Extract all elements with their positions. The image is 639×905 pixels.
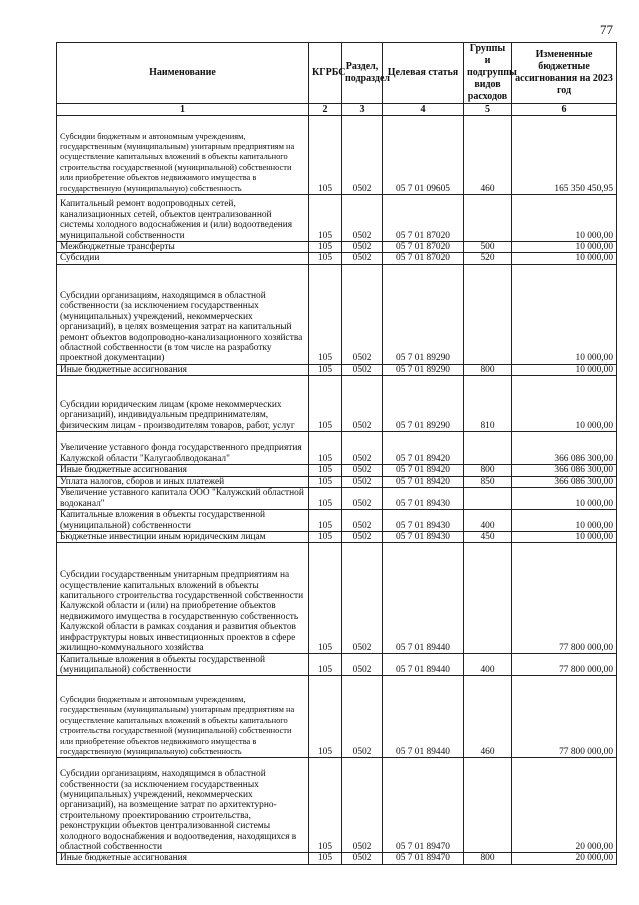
table-row (57, 195, 617, 242)
row-group: 460 (464, 676, 512, 758)
row-section: 0502 (342, 476, 383, 487)
row-name: Иные бюджетные ассигнования (57, 364, 309, 375)
row-group: 400 (464, 654, 512, 676)
row-target: 05 7 01 89420 (383, 476, 464, 487)
row-group: 460 (464, 116, 512, 195)
row-kgrbs: 105 (309, 465, 342, 476)
row-group: 520 (464, 253, 512, 264)
row-kgrbs: 105 (309, 264, 342, 364)
row-kgrbs: 105 (309, 195, 342, 242)
row-section: 0502 (342, 465, 383, 476)
row-target: 05 7 01 89420 (383, 432, 464, 465)
table-row (57, 532, 617, 543)
row-section: 0502 (342, 488, 383, 510)
row-target: 05 7 01 89290 (383, 364, 464, 375)
row-amount: 10 000,00 (512, 253, 617, 264)
row-section: 0502 (342, 758, 383, 853)
row-amount: 10 000,00 (512, 195, 617, 242)
row-group: 800 (464, 853, 512, 864)
table-row (57, 488, 617, 510)
row-amount: 77 800 000,00 (512, 654, 617, 676)
row-name: Капитальный ремонт водопроводных сетей, канализационных сетей, объектов централизованной системы холодного водоснабжения и (или) водоотведения муниципальной собственности (57, 195, 309, 242)
row-target: 05 7 01 89440 (383, 676, 464, 758)
table-row (57, 242, 617, 253)
header-group: Группы и подгруппы видов расходов (464, 43, 512, 104)
row-section: 0502 (342, 116, 383, 195)
row-target: 05 7 01 87020 (383, 195, 464, 242)
row-group: 450 (464, 532, 512, 543)
header-amount: Измененные бюджетные ассигнования на 2023 год (512, 43, 617, 104)
row-kgrbs: 105 (309, 116, 342, 195)
column-number: 6 (512, 104, 617, 116)
row-amount: 366 086 300,00 (512, 432, 617, 465)
row-amount: 10 000,00 (512, 532, 617, 543)
row-group (464, 432, 512, 465)
row-name: Субсидии юридическим лицам (кроме некоммерческих организаций), индивидуальным предпринимателям, физическим лицам - производителям товаров, работ, услуг (57, 376, 309, 432)
header-kgrbs: КГРБС (309, 43, 342, 104)
row-amount: 10 000,00 (512, 510, 617, 532)
row-amount: 10 000,00 (512, 488, 617, 510)
row-target: 05 7 01 89430 (383, 488, 464, 510)
row-amount: 366 086 300,00 (512, 476, 617, 487)
column-number-row (57, 104, 617, 116)
row-amount: 20 000,00 (512, 853, 617, 864)
table-row (57, 264, 617, 364)
row-kgrbs: 105 (309, 654, 342, 676)
table-row (57, 364, 617, 375)
table-row (57, 510, 617, 532)
row-group: 400 (464, 510, 512, 532)
header-name: Наименование (57, 43, 309, 104)
budget-table (56, 42, 617, 865)
row-section: 0502 (342, 853, 383, 864)
row-amount: 77 800 000,00 (512, 676, 617, 758)
row-name: Субсидии бюджетным и автономным учреждениям, государственным (муниципальным) унитарным предприятиям на осуществление капитальных вложений в объекты капитального строительства государственной (муниципальной) собственности или приобретение объектов недвижимого имущества в государственную (муниципальную) собственность (57, 676, 309, 758)
header-target: Целевая статья (383, 43, 464, 104)
table-row (57, 654, 617, 676)
table-row (57, 253, 617, 264)
row-kgrbs: 105 (309, 853, 342, 864)
row-group (464, 488, 512, 510)
row-target: 05 7 01 89420 (383, 465, 464, 476)
row-amount: 10 000,00 (512, 376, 617, 432)
row-target: 05 7 01 89430 (383, 510, 464, 532)
row-target: 05 7 01 89470 (383, 758, 464, 853)
table-row (57, 432, 617, 465)
row-kgrbs: 105 (309, 364, 342, 375)
row-name: Межбюджетные трансферты (57, 242, 309, 253)
row-section: 0502 (342, 195, 383, 242)
row-section: 0502 (342, 253, 383, 264)
column-number: 3 (342, 104, 383, 116)
row-target: 05 7 01 09605 (383, 116, 464, 195)
row-target: 05 7 01 89440 (383, 654, 464, 676)
row-section: 0502 (342, 364, 383, 375)
row-name: Субсидии бюджетным и автономным учреждениям, государственным (муниципальным) унитарным предприятиям на осуществление капитальных вложений в объекты капитального строительства государственной (муниципальной) собственности или приобретение объектов недвижимого имущества в государственную (муниципальную) собственность (57, 116, 309, 195)
table-row (57, 676, 617, 758)
table-row (57, 853, 617, 864)
row-kgrbs: 105 (309, 758, 342, 853)
row-kgrbs: 105 (309, 488, 342, 510)
row-section: 0502 (342, 654, 383, 676)
row-target: 05 7 01 89290 (383, 264, 464, 364)
row-group: 500 (464, 242, 512, 253)
row-kgrbs: 105 (309, 253, 342, 264)
row-name: Увеличение уставного капитала ООО "Калужский областной водоканал" (57, 488, 309, 510)
row-group (464, 264, 512, 364)
row-amount: 366 086 300,00 (512, 465, 617, 476)
row-name: Субсидии (57, 253, 309, 264)
row-name: Капитальные вложения в объекты государственной (муниципальной) собственности (57, 654, 309, 676)
row-section: 0502 (342, 543, 383, 654)
header-section: Раздел, подраздел (342, 43, 383, 104)
row-group: 800 (464, 465, 512, 476)
row-name: Иные бюджетные ассигнования (57, 465, 309, 476)
row-amount: 10 000,00 (512, 264, 617, 364)
row-amount: 20 000,00 (512, 758, 617, 853)
table-row (57, 543, 617, 654)
table-row (57, 465, 617, 476)
row-section: 0502 (342, 432, 383, 465)
row-amount: 10 000,00 (512, 242, 617, 253)
row-name: Иные бюджетные ассигнования (57, 853, 309, 864)
row-target: 05 7 01 87020 (383, 242, 464, 253)
row-target: 05 7 01 89430 (383, 532, 464, 543)
header-row (57, 43, 617, 104)
row-group (464, 195, 512, 242)
column-number: 5 (464, 104, 512, 116)
row-name: Увеличение уставного фонда государственного предприятия Калужской области "Калугаоблводоканал" (57, 432, 309, 465)
column-number: 4 (383, 104, 464, 116)
row-kgrbs: 105 (309, 543, 342, 654)
row-group (464, 758, 512, 853)
row-name: Субсидии организациям, находящимся в областной собственности (за исключением государственных (муниципальных) учреждений, некоммерческих организаций), в целях возмещения затрат на капитальный ремонт объектов водопроводно-канализационного хозяйства областной собственности (в том числе на разработку проектной документации) (57, 264, 309, 364)
column-number: 1 (57, 104, 309, 116)
row-target: 05 7 01 87020 (383, 253, 464, 264)
row-kgrbs: 105 (309, 376, 342, 432)
table-row (57, 116, 617, 195)
row-target: 05 7 01 89290 (383, 376, 464, 432)
table-row (57, 376, 617, 432)
row-kgrbs: 105 (309, 432, 342, 465)
column-number: 2 (309, 104, 342, 116)
row-section: 0502 (342, 532, 383, 543)
table-row (57, 758, 617, 853)
row-section: 0502 (342, 264, 383, 364)
page-number: 77 (600, 22, 613, 37)
row-section: 0502 (342, 510, 383, 532)
row-kgrbs: 105 (309, 242, 342, 253)
row-target: 05 7 01 89470 (383, 853, 464, 864)
table-row (57, 476, 617, 487)
row-section: 0502 (342, 676, 383, 758)
row-group: 800 (464, 364, 512, 375)
row-section: 0502 (342, 242, 383, 253)
row-group: 810 (464, 376, 512, 432)
row-target: 05 7 01 89440 (383, 543, 464, 654)
row-name: Капитальные вложения в объекты государственной (муниципальной) собственности (57, 510, 309, 532)
row-name: Бюджетные инвестиции иным юридическим лицам (57, 532, 309, 543)
row-group (464, 543, 512, 654)
row-section: 0502 (342, 376, 383, 432)
row-name: Субсидии государственным унитарным предприятиям на осуществление капитальных вложений в объекты капитального строительства государственной собственности Калужской области и (или) на приобретение объектов недвижимого имущества в государственную собственность Калужской области в рамках создания и развития объектов инфраструктуры новых инвестиционных проектов в сфере жилищно-коммунального хозяйства (57, 543, 309, 654)
row-name: Субсидии организациям, находящимся в областной собственности (за исключением государственных (муниципальных) учреждений, некоммерческих организаций), на возмещение затрат по архитектурно-строительному проектированию строительства, реконструкции объектов централизованной системы холодного водоснабжения и водоотведения, находящихся в областной собственности (57, 758, 309, 853)
row-amount: 165 350 450,95 (512, 116, 617, 195)
row-amount: 10 000,00 (512, 364, 617, 375)
row-group: 850 (464, 476, 512, 487)
row-kgrbs: 105 (309, 510, 342, 532)
row-kgrbs: 105 (309, 676, 342, 758)
row-amount: 77 800 000,00 (512, 543, 617, 654)
row-name: Уплата налогов, сборов и иных платежей (57, 476, 309, 487)
row-kgrbs: 105 (309, 532, 342, 543)
row-kgrbs: 105 (309, 476, 342, 487)
